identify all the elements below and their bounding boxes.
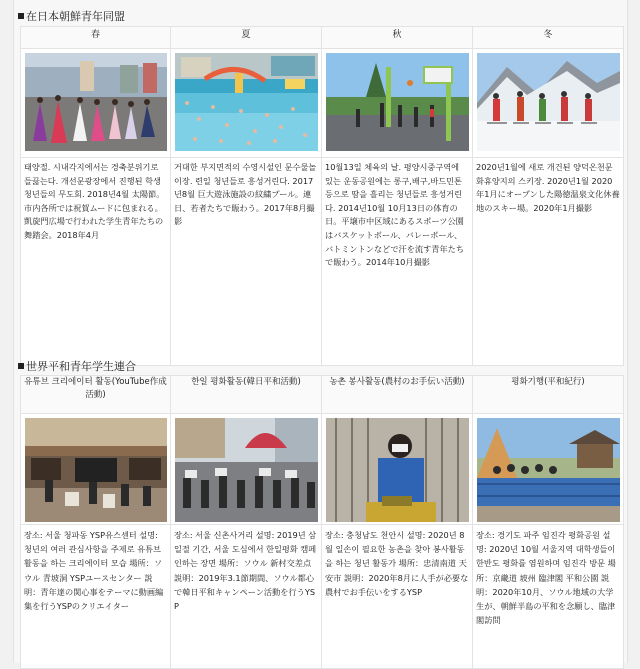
description-text: 거대한 부지면적의 수영시설인 문수물놀이장. 련일 청년들로 흥성거린다. 2017년8월 巨大遊泳施設の紋繍プール。連日、若者たちで賑わう。2017年8月撮影 bbox=[174, 162, 317, 227]
square-bullet-icon bbox=[18, 13, 24, 19]
column-header: 冬 bbox=[473, 27, 624, 49]
ysp-activities-table bbox=[20, 375, 624, 669]
description-text: 장소: 경기도 파주 임진각 평화공원 설명: 2020년 10월 서울지역 대학생들이 한반도 평화를 염원하며 임진각 방문 場所：京畿道 坡州 臨津閣 平和公園 説明：2020年10月、ソウル地域の大学生が、朝鮮半島の平和を念願し、臨津閣訪問 bbox=[476, 530, 616, 626]
water-park-photo bbox=[175, 53, 318, 151]
photo-row bbox=[21, 414, 624, 525]
section-title-chongryon-youth bbox=[18, 8, 125, 24]
column-header: 秋 bbox=[322, 27, 473, 49]
description-text: 태양절. 시내각지에서는 경축분위기로 들끓는다. 개선문광장에서 진행된 학생청년들의 무도회. 2018년4월 太陽節。市内各所では祝賀ムードに包まれる。凱旋門広場で行われた学生青年たちの舞踏会。2018年4月 bbox=[24, 162, 165, 240]
basketball-park-photo bbox=[326, 53, 469, 151]
column-header: 한일 평화활동(韓日平和活動) bbox=[171, 376, 322, 414]
description-text: 장소: 충청남도 천안시 설명: 2020년 8월 일손이 필요한 농촌을 찾아 봉사활동을 하는 청년 활동가 場所：忠清南道 天安市 説明：2020年8月に人手が必要な農村でお手伝いをするYSP bbox=[325, 530, 469, 597]
description-text: 2020년1월에 새로 개건된 양덕온천문화휴양지의 스키장. 2020년1월 2020年1月にオープンした陽徳温泉文化休養地のスキー場。2020年1月撮影 bbox=[476, 162, 620, 213]
table-header-row bbox=[21, 27, 624, 49]
column-header: 春 bbox=[21, 27, 171, 49]
farm-volunteer-photo bbox=[326, 418, 469, 522]
seasons-table bbox=[20, 26, 624, 366]
page-content bbox=[13, 0, 628, 663]
section-title-ysp bbox=[18, 358, 136, 374]
youtube-studio-photo bbox=[25, 418, 167, 522]
dance-festival-photo bbox=[25, 53, 167, 151]
section-title-text: 在日本朝鮮青年同盟 bbox=[26, 10, 125, 23]
table-header-row bbox=[21, 376, 624, 414]
column-header: 유튜브 크리에이터 활동(YouTube作成活動) bbox=[21, 376, 171, 414]
column-header: 평화기행(平和紀行) bbox=[473, 376, 624, 414]
text-row bbox=[21, 158, 624, 366]
text-row bbox=[21, 525, 624, 669]
description-text: 10월13일 체육의 날. 평양시중구역에 있는 운동공원에는 롱구,배구,바드민톤 등으로 땀을 흘리는 청년들로 흥성거린다. 2014년10월 10月13日の体育の日。平壌市中区域にあるスポーツ公園はバスケットボール、バレーボール、バトミントンなどで汗を流す青年たちで賑わう。2014年10月撮影 bbox=[325, 162, 465, 268]
ski-resort-photo bbox=[477, 53, 620, 151]
peace-campaign-photo bbox=[175, 418, 318, 522]
section-title-text: 世界平和青年学生連合 bbox=[26, 360, 136, 373]
column-header: 夏 bbox=[171, 27, 322, 49]
column-header: 농촌 봉사활동(農村のお手伝い活動) bbox=[322, 376, 473, 414]
description-text: 장소: 서울 신촌사거리 설명: 2019년 삼일절 기간, 서울 도심에서 한일평화 캠페인하는 장면 場所：ソウル 新村交差点 説明：2019年3.1節期間、ソウル都心で韓日平和キャンペーン活動を行うYSP bbox=[174, 530, 317, 612]
peace-tour-photo bbox=[477, 418, 620, 522]
description-text: 장소: 서울 청파동 YSP유스센터 설명: 청년의 여러 관심사항을 주제로 유튜브 활동을 하는 크리에이터 모습 場所：ソウル 青坡洞 YSPユースセンター 説明：青年達の関心事をテーマに動画編集を行うYSPのクリエイター bbox=[24, 530, 164, 612]
square-bullet-icon bbox=[18, 363, 24, 369]
photo-row bbox=[21, 49, 624, 158]
